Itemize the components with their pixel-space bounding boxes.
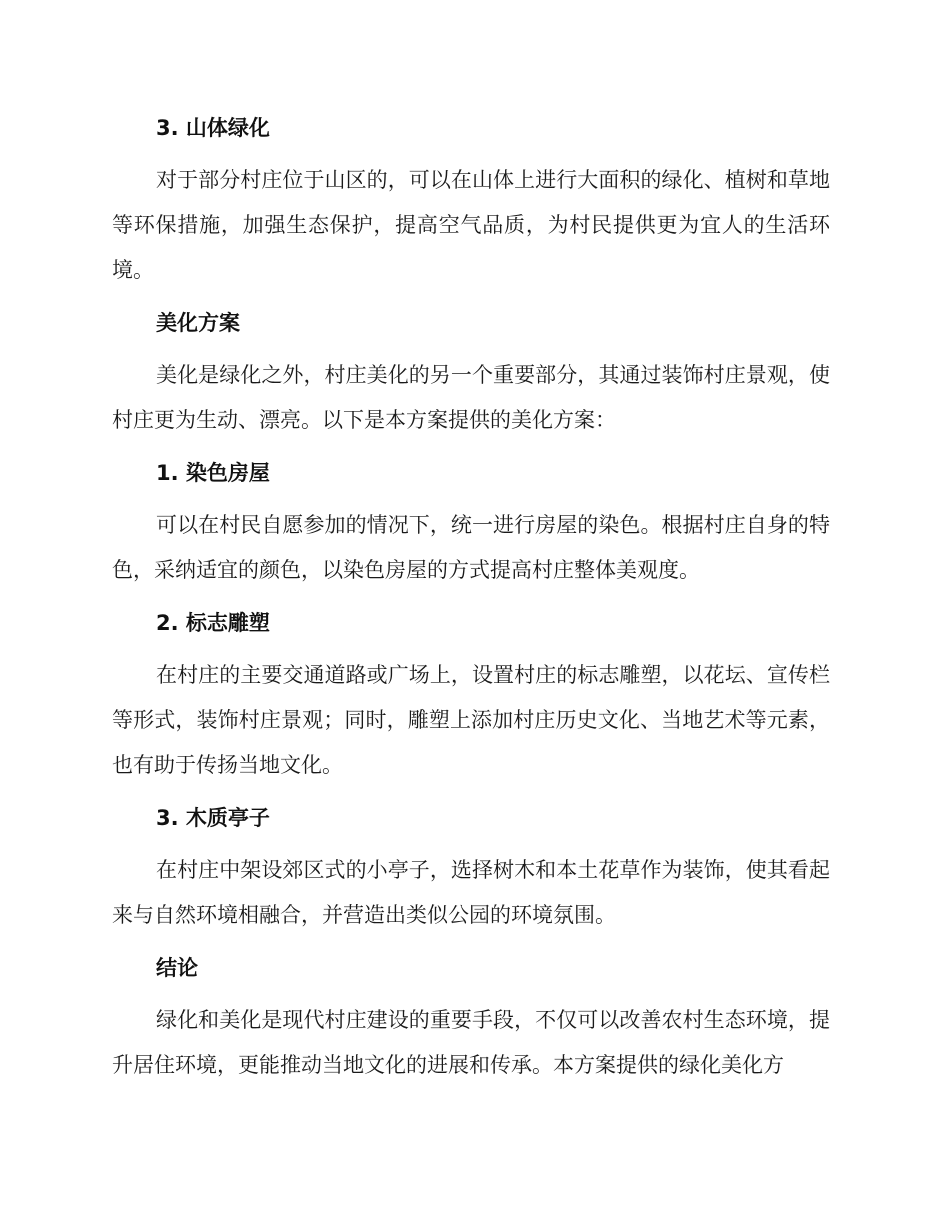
document-body — [112, 108, 830, 1088]
section-heading-beautification-plan: 美化方案 — [156, 311, 240, 335]
paragraph-wooden-pavilion: 在村庄中架设郊区式的小亭子，选择树木和本土花草作为装饰，使其看起来与自然环境相融合，并营造出类似公园的环境氛围。 — [112, 858, 830, 927]
paragraph-conclusion: 绿化和美化是现代村庄建设的重要手段，不仅可以改善农村生态环境，提升居住环境，更能推动当地文化的进展和传承。本方案提供的绿化美化方 — [112, 1008, 830, 1077]
section-heading-dyed-houses: 1. 染色房屋 — [156, 461, 270, 485]
section-heading-mountain-greening: 3. 山体绿化 — [156, 116, 270, 140]
paragraph-dyed-houses: 可以在村民自愿参加的情况下，统一进行房屋的染色。根据村庄自身的特色，采纳适宜的颜色，以染色房屋的方式提高村庄整体美观度。 — [112, 513, 830, 582]
paragraph-beautification-intro: 美化是绿化之外，村庄美化的另一个重要部分，其通过装饰村庄景观，使村庄更为生动、漂亮。以下是本方案提供的美化方案： — [112, 363, 830, 432]
section-heading-conclusion: 结论 — [156, 956, 198, 980]
paragraph-landmark-sculpture: 在村庄的主要交通道路或广场上，设置村庄的标志雕塑，以花坛、宣传栏等形式，装饰村庄景观；同时，雕塑上添加村庄历史文化、当地艺术等元素，也有助于传扬当地文化。 — [112, 663, 830, 777]
paragraph-mountain-greening: 对于部分村庄位于山区的，可以在山体上进行大面积的绿化、植树和草地等环保措施，加强生态保护，提高空气品质，为村民提供更为宜人的生活环境。 — [112, 168, 830, 282]
section-heading-wooden-pavilion: 3. 木质亭子 — [156, 806, 270, 830]
section-heading-landmark-sculpture: 2. 标志雕塑 — [156, 611, 270, 635]
